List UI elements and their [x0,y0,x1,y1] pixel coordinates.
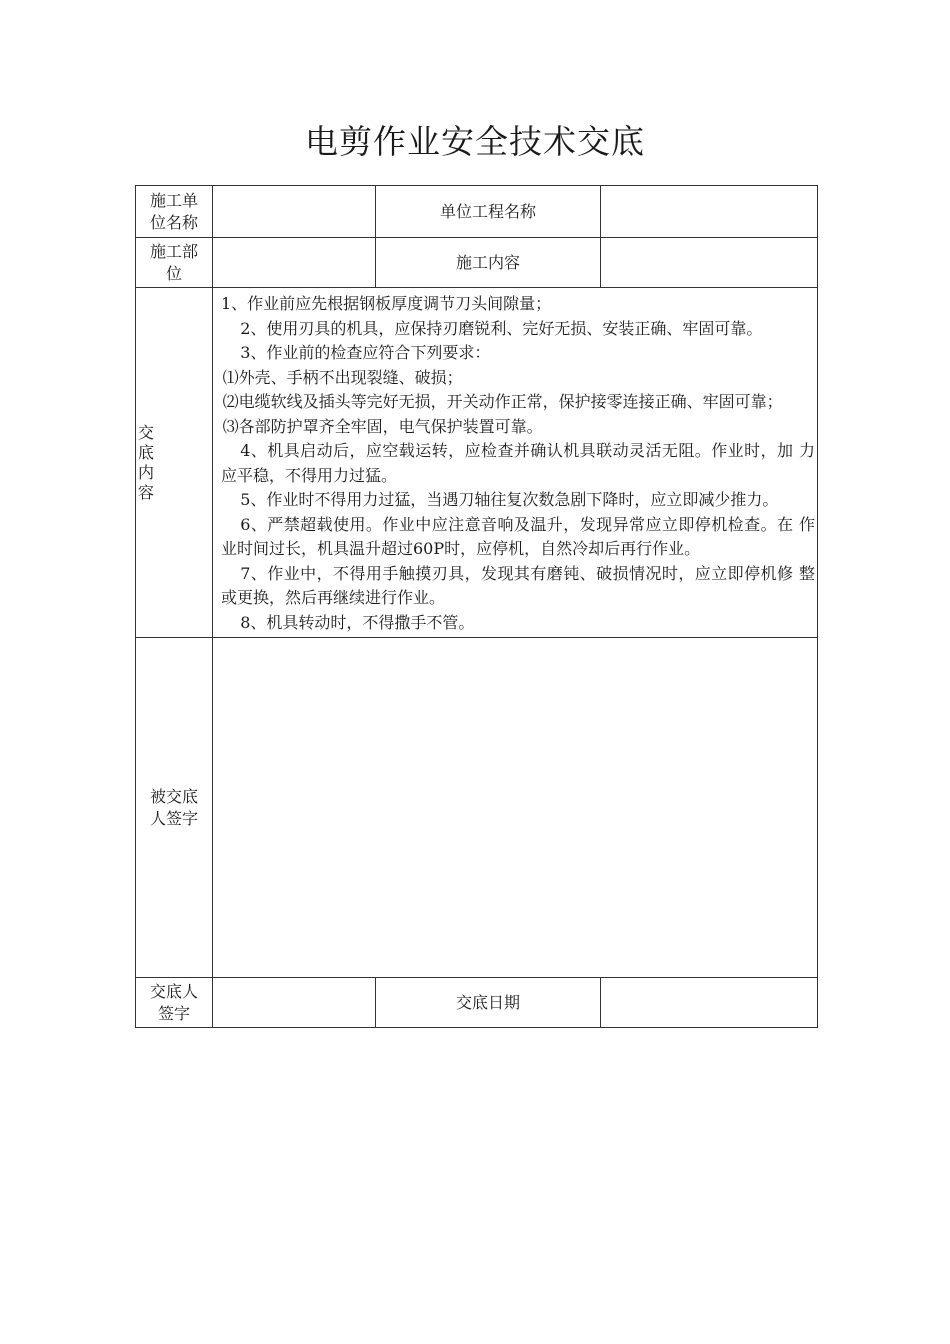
unit-name-label [136,186,213,238]
recipient-signature-label [136,638,213,978]
row-disclosure [136,288,818,638]
disclosure-date-field[interactable] [601,978,818,1028]
disclosure-item: 2、使用刃具的机具，应保持刃磨锐利、完好无损、安装正确、牢固可靠。 [240,318,763,338]
disclosure-label-char: 底 [138,442,155,462]
construction-part-label [136,238,213,288]
disclosure-item: 3、作业前的检查应符合下列要求： [240,343,491,362]
disclosure-item: 4、机具启动后，应空载运转，应检查并确认机具联动灵活无阻。作业时，加 力应平稳，不得用力过猛。 [221,441,815,485]
recipient-label-line2: 人签字 [149,808,198,828]
project-name-label: 单位工程名称 [376,186,601,238]
disclosure-label-char: 交 [138,422,155,442]
project-name-field[interactable] [601,186,818,238]
construction-part-label-line1: 施工部 [149,241,198,261]
disclosure-label-char: 内 [138,462,155,482]
disclosure-item: 7、作业中，不得用手触摸刃具，发现其有磨钝、破损情况时，应立即停机修 整或更换，然后再继续进行作业。 [221,563,815,607]
disclosure-item: 5、作业时不得用力过猛，当遇刀轴往复次数急剧下降时，应立即减少推力。 [240,490,779,509]
disclosure-sub-item: ⑶各部防护罩齐全牢固，电气保护装置可靠。 [222,416,543,436]
disclosure-form-table [135,185,818,1028]
disclosure-label-char: 容 [138,482,155,502]
row-part [136,238,818,288]
row-recipient [136,638,818,978]
disclosure-content-label [136,288,213,638]
construction-content-field[interactable] [601,238,818,288]
discloser-label-line2: 签字 [157,1003,190,1023]
document-title: 电剪作业安全技术交底 [305,122,645,161]
discloser-signature-label [136,978,213,1028]
row-footer [136,978,818,1028]
row-unit [136,186,818,238]
disclosure-item: 8、机具转动时，不得撒手不管。 [240,612,475,632]
unit-name-field[interactable] [213,186,376,238]
discloser-signature-field[interactable] [213,978,376,1028]
unit-name-label-line1: 施工单 [149,190,198,210]
construction-part-field[interactable] [213,238,376,288]
unit-name-label-line2: 位名称 [149,212,198,232]
disclosure-sub-item: ⑵电缆软线及插头等完好无损，开关动作正常，保护接零连接正确、牢固可靠； [222,392,783,411]
disclosure-item: 1、作业前应先根据钢板厚度调节刀头间隙量； [221,294,552,313]
discloser-label-line1: 交底人 [149,981,198,1001]
disclosure-item: 6、严禁超载使用。作业中应注意音响及温升，发现异常应立即停机检查。在 作业时间过长，机具温升超过60P时，应停机，自然冷却后再行作业。 [221,514,815,558]
disclosure-date-label: 交底日期 [376,978,601,1028]
construction-content-label: 施工内容 [376,238,601,288]
disclosure-sub-item: ⑴外壳、手柄不出现裂缝、破损； [222,367,463,387]
construction-part-label-line2: 位 [165,263,182,283]
disclosure-content-body [213,288,818,638]
recipient-signature-field[interactable] [213,638,818,978]
recipient-label-line1: 被交底 [149,786,198,806]
